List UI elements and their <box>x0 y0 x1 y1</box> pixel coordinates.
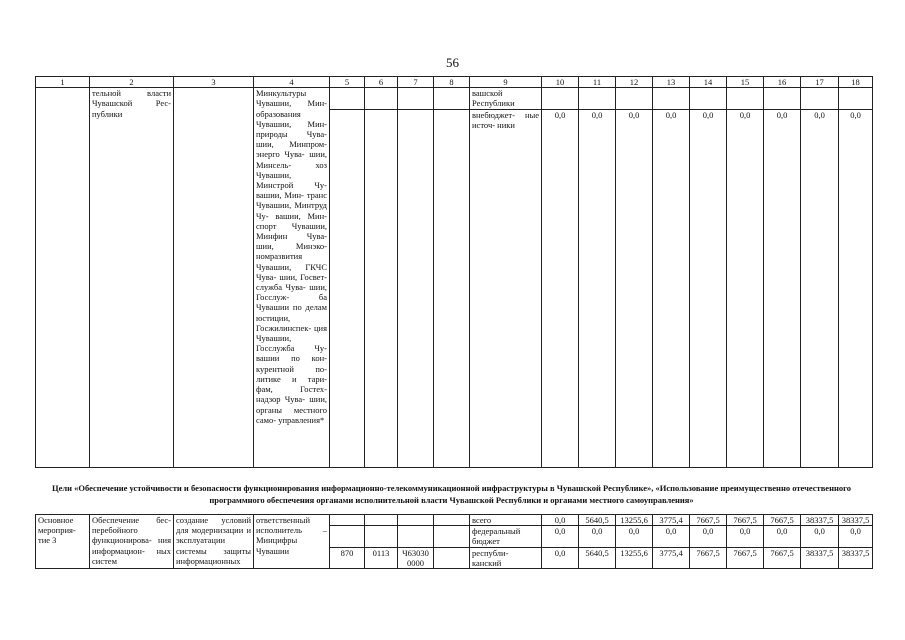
cell-value: 13255,6 <box>616 515 653 526</box>
col-header: 10 <box>542 77 579 88</box>
cell-funding-source: федеральный бюджет <box>470 526 542 547</box>
cell-value: 0,0 <box>616 526 653 547</box>
cell-empty <box>365 526 398 547</box>
cell-value: 38337,5 <box>801 515 839 526</box>
cell-value: 0,0 <box>616 110 653 468</box>
cell-empty <box>690 88 727 110</box>
cell-value: 3775,4 <box>653 515 690 526</box>
cell-empty <box>801 88 839 110</box>
cell-value: 5640,5 <box>579 547 616 568</box>
cell-funding-source: всего <box>470 515 542 526</box>
col-header: 9 <box>470 77 542 88</box>
cell-grbs-code: 870 <box>330 547 365 568</box>
cell-empty <box>764 88 801 110</box>
cell-value: 0,0 <box>801 110 839 468</box>
cell-value: 0,0 <box>579 110 616 468</box>
cell-activity-name: Обеспечение бес- перебойного функционирова- ния информацион- ных систем <box>90 515 174 569</box>
col-header: 14 <box>690 77 727 88</box>
cell-value: 0,0 <box>690 526 727 547</box>
cell-empty <box>365 88 398 110</box>
cell-empty <box>434 526 470 547</box>
cell-funding-source: республи- канский <box>470 547 542 568</box>
cell-empty <box>330 526 365 547</box>
col-header: 1 <box>36 77 90 88</box>
cell-value: 7667,5 <box>764 547 801 568</box>
table-row <box>36 88 873 110</box>
cell-empty <box>839 88 873 110</box>
cell-value: 0,0 <box>764 526 801 547</box>
cell-empty <box>330 515 365 526</box>
budget-table-top <box>35 76 873 468</box>
cell-value: 5640,5 <box>579 515 616 526</box>
cell-empty <box>398 526 434 547</box>
cell-empty <box>653 88 690 110</box>
col-header: 13 <box>653 77 690 88</box>
cell-value: 0,0 <box>542 547 579 568</box>
cell-coexecutors: Минкультуры Чувашии, Мин- образования Чувашии, Мин- природы Чува- шии, Минпром- энерго Чува- шии, Минсель- хоз Чувашии, Минстрой Чу- вашии, Мин- транс Чувашии, Минтруд Чу- вашии, Мин- спорт Чувашии, Минфин Чува- шии, Минэко- номразвития Чувашии, ГКЧС Чува- шии, Госвет- служба Чува- шии, Госслуж- ба Чувашии по делам юстиции, Госжилинспек- ция Чувашии, Госслужба Чу- вашии по кон- курентной по- литике и тари- фам, Гостех- надзор Чува- шии, органы местного само- управления* <box>254 88 330 468</box>
cell-value: 0,0 <box>764 110 801 468</box>
cell-value: 0,0 <box>579 526 616 547</box>
cell-empty <box>398 515 434 526</box>
cell-empty <box>398 88 434 110</box>
cell-empty <box>398 110 434 468</box>
cell-value: 0,0 <box>839 526 873 547</box>
column-number-row <box>36 77 873 88</box>
cell-empty <box>330 88 365 110</box>
cell-empty <box>434 515 470 526</box>
cell-empty <box>727 88 764 110</box>
cell-empty <box>434 88 470 110</box>
cell-value: 7667,5 <box>764 515 801 526</box>
cell-empty <box>616 88 653 110</box>
cell-activity-desc: создание условий для модернизации и эксплуатации системы защиты информационных <box>174 515 254 569</box>
col-header: 16 <box>764 77 801 88</box>
cell-executor-org: тельной власти Чувашской Рес- публики <box>90 88 174 468</box>
col-header: 4 <box>254 77 330 88</box>
cell-empty <box>542 88 579 110</box>
col-header: 15 <box>727 77 764 88</box>
table-row <box>36 515 873 526</box>
cell-empty <box>330 110 365 468</box>
col-header: 18 <box>839 77 873 88</box>
cell-section-code: 0113 <box>365 547 398 568</box>
cell-value: 38337,5 <box>839 547 873 568</box>
cell-value: 7667,5 <box>727 547 764 568</box>
cell-empty <box>36 88 90 468</box>
cell-value: 0,0 <box>727 110 764 468</box>
cell-funding-source: внебюджет- ные источ- ники <box>470 110 542 468</box>
cell-executor: ответственный исполнитель – Минцифры Чувашии <box>254 515 330 569</box>
cell-empty <box>365 110 398 468</box>
goals-heading: Цели «Обеспечение устойчивости и безопасности функционирования информационно-телекоммуникационной инфраструктуры в Чувашской Республике», «Использование преимущественно отечественного программного обеспечения органами исполнительной власти Чувашской Республики и органами местного самоуправления» <box>51 483 852 505</box>
cell-activity-code: Основное мероприя- тие 3 <box>36 515 90 569</box>
cell-value: 7667,5 <box>690 547 727 568</box>
cell-value: 0,0 <box>690 110 727 468</box>
cell-value: 0,0 <box>839 110 873 468</box>
cell-empty <box>434 547 470 568</box>
col-header: 17 <box>801 77 839 88</box>
cell-empty <box>434 110 470 468</box>
col-header: 3 <box>174 77 254 88</box>
cell-empty <box>365 515 398 526</box>
col-header: 2 <box>90 77 174 88</box>
cell-value: 7667,5 <box>727 515 764 526</box>
cell-value: 38337,5 <box>801 547 839 568</box>
cell-value: 3775,4 <box>653 547 690 568</box>
cell-target-article: Ч63030 0000 <box>398 547 434 568</box>
col-header: 6 <box>365 77 398 88</box>
cell-funding-source: вашской Республики <box>470 88 542 110</box>
col-header: 5 <box>330 77 365 88</box>
cell-value: 0,0 <box>801 526 839 547</box>
cell-value: 7667,5 <box>690 515 727 526</box>
col-header: 11 <box>579 77 616 88</box>
col-header: 12 <box>616 77 653 88</box>
budget-table-bottom <box>35 514 873 569</box>
cell-value: 0,0 <box>542 110 579 468</box>
col-header: 7 <box>398 77 434 88</box>
cell-value: 0,0 <box>542 515 579 526</box>
cell-value: 38337,5 <box>839 515 873 526</box>
cell-value: 0,0 <box>653 110 690 468</box>
cell-empty <box>579 88 616 110</box>
col-header: 8 <box>434 77 470 88</box>
page-number: 56 <box>446 55 459 70</box>
cell-value: 0,0 <box>653 526 690 547</box>
cell-value: 0,0 <box>542 526 579 547</box>
cell-empty <box>174 88 254 468</box>
cell-value: 13255,6 <box>616 547 653 568</box>
cell-value: 0,0 <box>727 526 764 547</box>
